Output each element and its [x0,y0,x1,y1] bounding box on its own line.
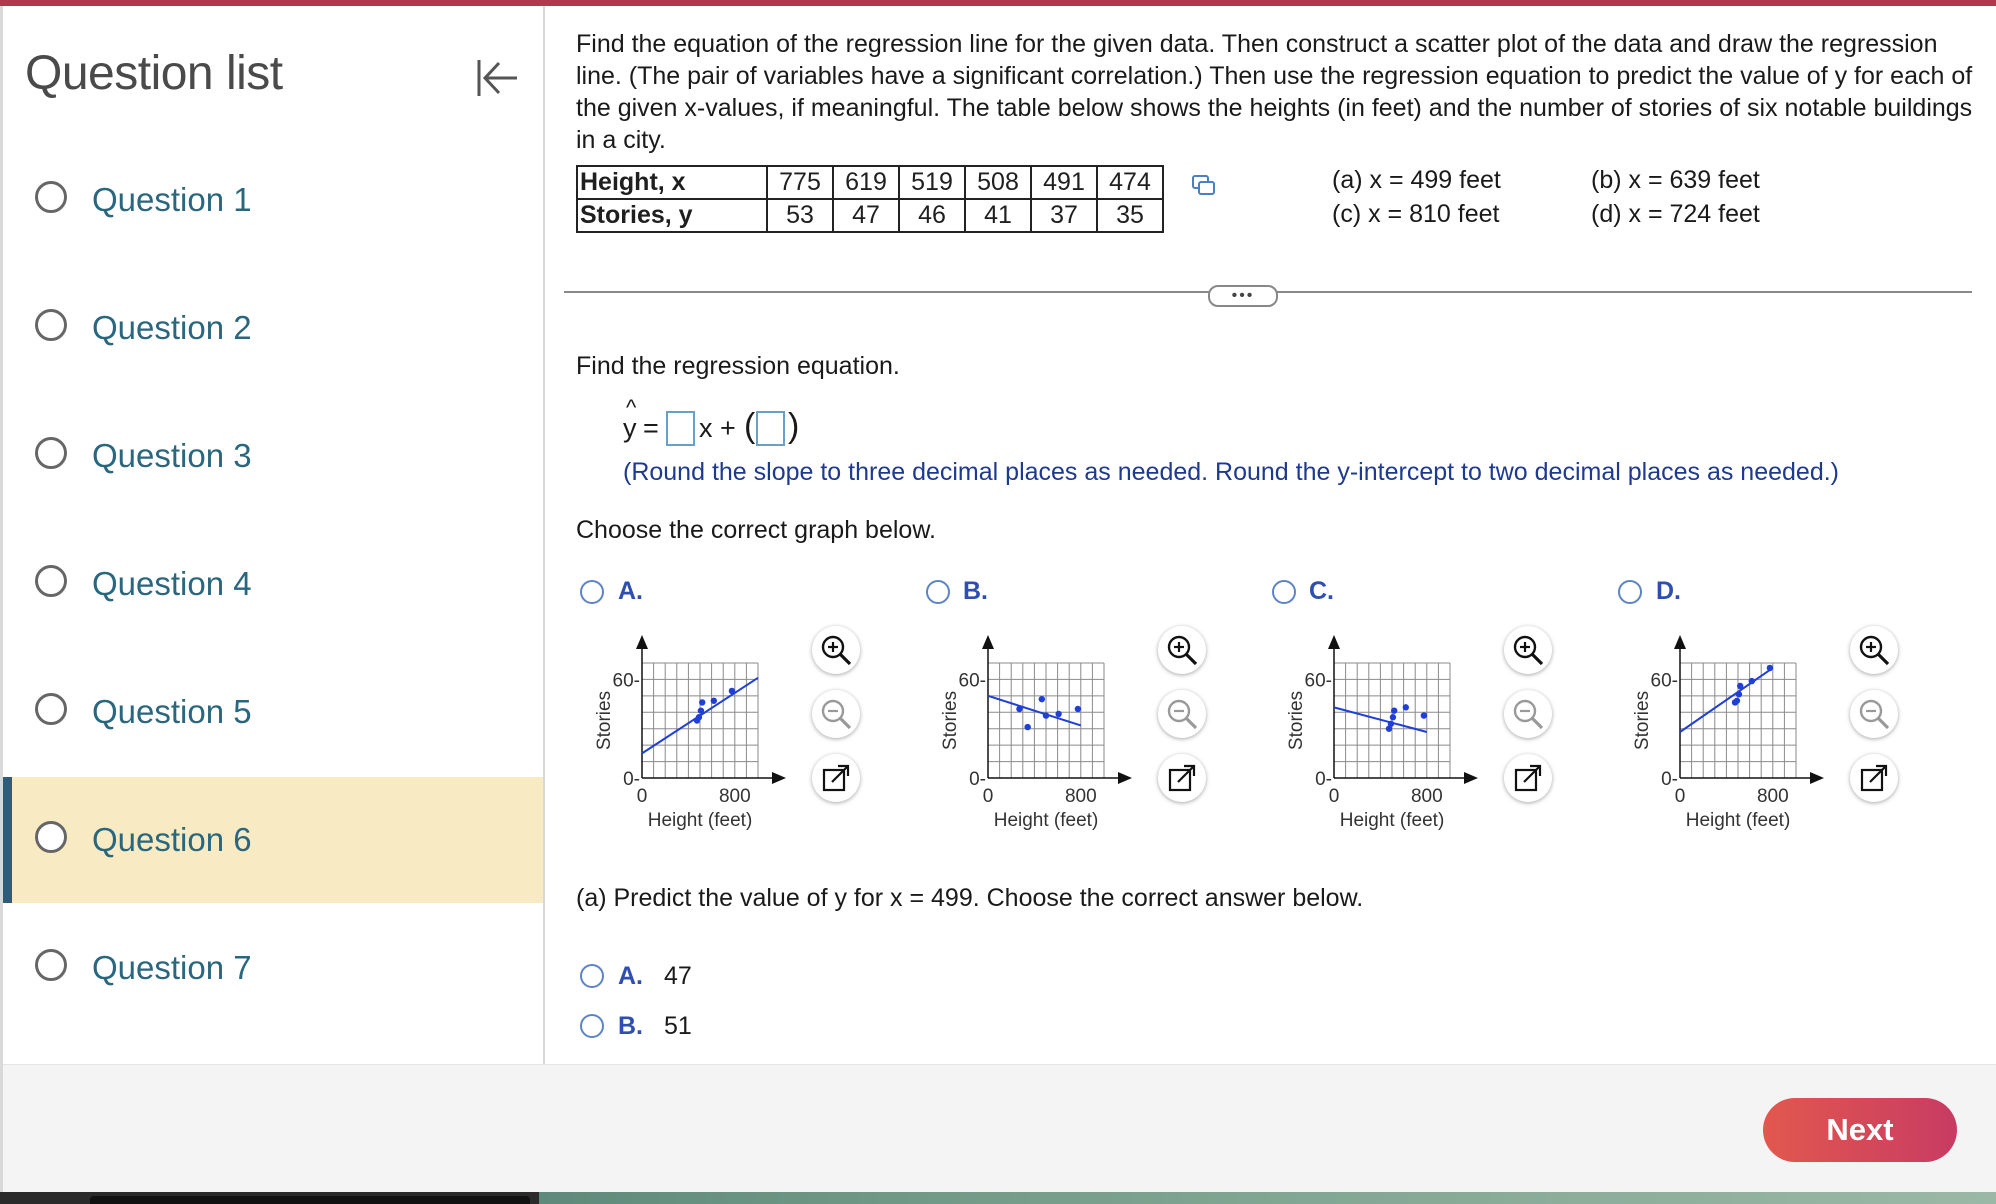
table-cell: 508 [965,166,1031,199]
sidebar-title: Question list [25,47,283,100]
x-axis-arrow [1464,772,1478,784]
equals-sign: = [643,413,659,443]
x-axis-label: Height (feet) [993,810,1099,830]
zoom-out-button-d[interactable] [1850,690,1898,738]
x-value-c: (c) x = 810 feet [1332,200,1500,228]
expand-button[interactable] [1208,285,1278,307]
zoom-in-button-d[interactable] [1850,626,1898,674]
question-status-icon [35,693,67,725]
zoom-out-icon [820,698,852,730]
graph-option-b-letter: B. [963,577,988,605]
scatter-plot-c [1282,620,1522,830]
y-tick-label: 0- [623,769,640,790]
data-point [1421,712,1427,718]
graph-question-heading: Choose the correct graph below. [576,516,936,544]
scatter-plot-b [936,620,1176,830]
zoom-out-icon [1512,698,1544,730]
table-row-label: Stories, y [577,199,767,232]
x-value-a: (a) x = 499 feet [1332,166,1501,194]
y-tick-label: 60- [1650,670,1678,692]
data-point [711,698,717,704]
zoom-in-button-c[interactable] [1504,626,1552,674]
x-tick-label: 0 [982,786,994,807]
zoom-out-button-a[interactable] [812,690,860,738]
question-item-7[interactable] [3,905,543,1031]
table-cell: 474 [1097,166,1163,199]
zoom-in-icon [820,634,852,666]
x-value-b: (b) x = 639 feet [1591,166,1760,194]
x-tick-label: 0 [1328,786,1340,807]
more-icon: ••• [1231,287,1255,304]
footer-bar [3,1064,1996,1193]
data-point [698,707,704,713]
y-axis-arrow [636,635,648,649]
table-cell: 47 [833,199,899,232]
zoom-in-icon [1166,634,1198,666]
y-axis-label: Stories [940,690,961,751]
graph-option-c-letter: C. [1309,577,1334,605]
y-axis-label: Stories [594,690,615,751]
open-external-icon [1166,762,1198,794]
rounding-note: (Round the slope to three decimal places as needed. Round the y-intercept to two decimal places as needed.) [623,458,1840,486]
question-status-icon [35,181,67,213]
data-point [1039,696,1045,702]
data-point [729,688,735,694]
slope-input[interactable] [666,411,695,446]
data-point [694,717,700,723]
part-a-option-a-text: 47 [664,962,692,990]
part-a-option-b-letter: B. [618,1012,643,1040]
y-tick-label: 0- [969,769,986,790]
y-tick-label: 0- [1661,769,1678,790]
y-axis-arrow [982,635,994,649]
question-item-2[interactable] [3,265,543,391]
x-axis-arrow [1810,772,1824,784]
table-cell: 41 [965,199,1031,232]
question-item-4[interactable] [3,521,543,647]
y-axis-label: Stories [1632,690,1653,751]
question-label: Question 1 [92,181,252,218]
data-point [1734,698,1740,704]
data-point [1075,706,1081,712]
y-tick-label: 60- [1304,670,1332,692]
question-item-1[interactable] [3,137,543,263]
question-status-icon [35,821,67,853]
question-item-6[interactable] [3,777,543,903]
data-table [576,165,1164,233]
part-a-option-b-radio[interactable] [580,1014,604,1038]
question-label: Question 4 [92,565,252,602]
data-point [1055,711,1061,717]
zoom-out-icon [1166,698,1198,730]
x-value-d: (d) x = 724 feet [1591,200,1760,228]
data-point [1390,714,1396,720]
table-cell: 37 [1031,199,1097,232]
zoom-in-icon [1858,634,1890,666]
graph-option-a-letter: A. [618,577,643,605]
data-point [1736,691,1742,697]
graph-option-a-radio[interactable] [580,580,604,604]
intercept-input[interactable] [756,411,785,446]
x-axis-label: Height (feet) [1339,810,1445,830]
data-point [1388,721,1394,727]
graph-option-c-radio[interactable] [1272,580,1296,604]
zoom-out-button-b[interactable] [1158,690,1206,738]
open-external-icon [1512,762,1544,794]
data-point [1737,683,1743,689]
question-status-icon [35,565,67,597]
y-hat-symbol [623,395,637,444]
question-list-sidebar [3,6,545,1064]
table-cell: 53 [767,199,833,232]
data-point [699,699,705,705]
table-cell: 35 [1097,199,1163,232]
open-external-icon [1858,762,1890,794]
graph-option-d-radio[interactable] [1618,580,1642,604]
question-item-5[interactable] [3,649,543,775]
collapse-sidebar-button[interactable] [469,50,525,106]
x-axis-arrow [772,772,786,784]
table-cell: 46 [899,199,965,232]
data-point [1016,706,1022,712]
data-point [1043,712,1049,718]
y-tick-label: 60- [612,670,640,692]
zoom-in-button-a[interactable] [812,626,860,674]
question-label: Question 2 [92,309,252,346]
zoom-in-icon [1512,634,1544,666]
scatter-plot-d [1628,620,1868,830]
open-graph-button-b[interactable] [1158,754,1206,802]
x-tick-label: 0 [636,786,648,807]
y-axis-arrow [1328,635,1340,649]
x-tick-label: 800 [1410,786,1443,807]
data-point [1391,707,1397,713]
scatter-plot-a [590,620,830,830]
question-item-3[interactable] [3,393,543,519]
table-cell: 619 [833,166,899,199]
question-status-icon [35,309,67,341]
graph-option-d-letter: D. [1656,577,1681,605]
x-axis-label: Height (feet) [647,810,753,830]
paren-open: ( [744,407,756,445]
table-row-stories [577,199,1163,232]
x-tick-label: 800 [1756,786,1789,807]
open-external-icon [820,762,852,794]
part-a-prompt: (a) Predict the value of y for x = 499. Choose the correct answer below. [576,884,1364,912]
question-label: Question 6 [92,821,252,858]
table-cell: 491 [1031,166,1097,199]
graph-option-b-radio[interactable] [926,580,950,604]
table-cell: 519 [899,166,965,199]
y-symbol: y [623,413,637,443]
regression-heading: Find the regression equation. [576,352,900,380]
x-plus-text: x + [699,413,736,443]
hat-symbol: ^ [626,395,637,420]
collapse-left-icon [469,50,525,106]
open-graph-button-a[interactable] [812,754,860,802]
problem-prompt: Find the equation of the regression line for the given data. Then construct a scatter plot of the data and draw the regression line. (The pair of variables have a significant correlation.) Then use the regression equation to predict the value of y for each of the given x-values, if meaningful. The table below shows the heights (in feet) and the number of stories of six notable buildings in a city. [576,30,1973,154]
x-tick-label: 800 [1064,786,1097,807]
zoom-out-icon [1858,698,1890,730]
part-a-option-a-letter: A. [618,962,643,990]
part-a-option-b-text: 51 [664,1012,692,1040]
paren-close: ) [788,407,800,445]
zoom-out-button-c[interactable] [1504,690,1552,738]
y-axis-arrow [1674,635,1686,649]
data-point [1403,704,1409,710]
data-point [1749,678,1755,684]
open-graph-button-c[interactable] [1504,754,1552,802]
x-tick-label: 0 [1674,786,1686,807]
table-cell: 775 [767,166,833,199]
question-label: Question 5 [92,693,252,730]
question-status-icon [35,949,67,981]
zoom-in-button-b[interactable] [1158,626,1206,674]
question-content [545,6,1996,1064]
table-row-label: Height, x [577,166,767,199]
desktop-strip [0,1192,1996,1204]
part-a-option-a-radio[interactable] [580,964,604,988]
dock-shadow [90,1196,530,1204]
copy-table-icon[interactable] [1191,174,1217,198]
data-point [1024,724,1030,730]
question-label: Question 3 [92,437,252,474]
y-tick-label: 60- [958,670,986,692]
data-point [1767,665,1773,671]
open-graph-button-d[interactable] [1850,754,1898,802]
question-status-icon [35,437,67,469]
next-button[interactable]: Next [1763,1098,1957,1162]
question-label: Question 7 [92,949,252,986]
y-axis-label: Stories [1286,690,1307,751]
y-tick-label: 0- [1315,769,1332,790]
x-axis-arrow [1118,772,1132,784]
table-row-height [577,166,1163,199]
x-tick-label: 800 [718,786,751,807]
x-axis-label: Height (feet) [1685,810,1791,830]
